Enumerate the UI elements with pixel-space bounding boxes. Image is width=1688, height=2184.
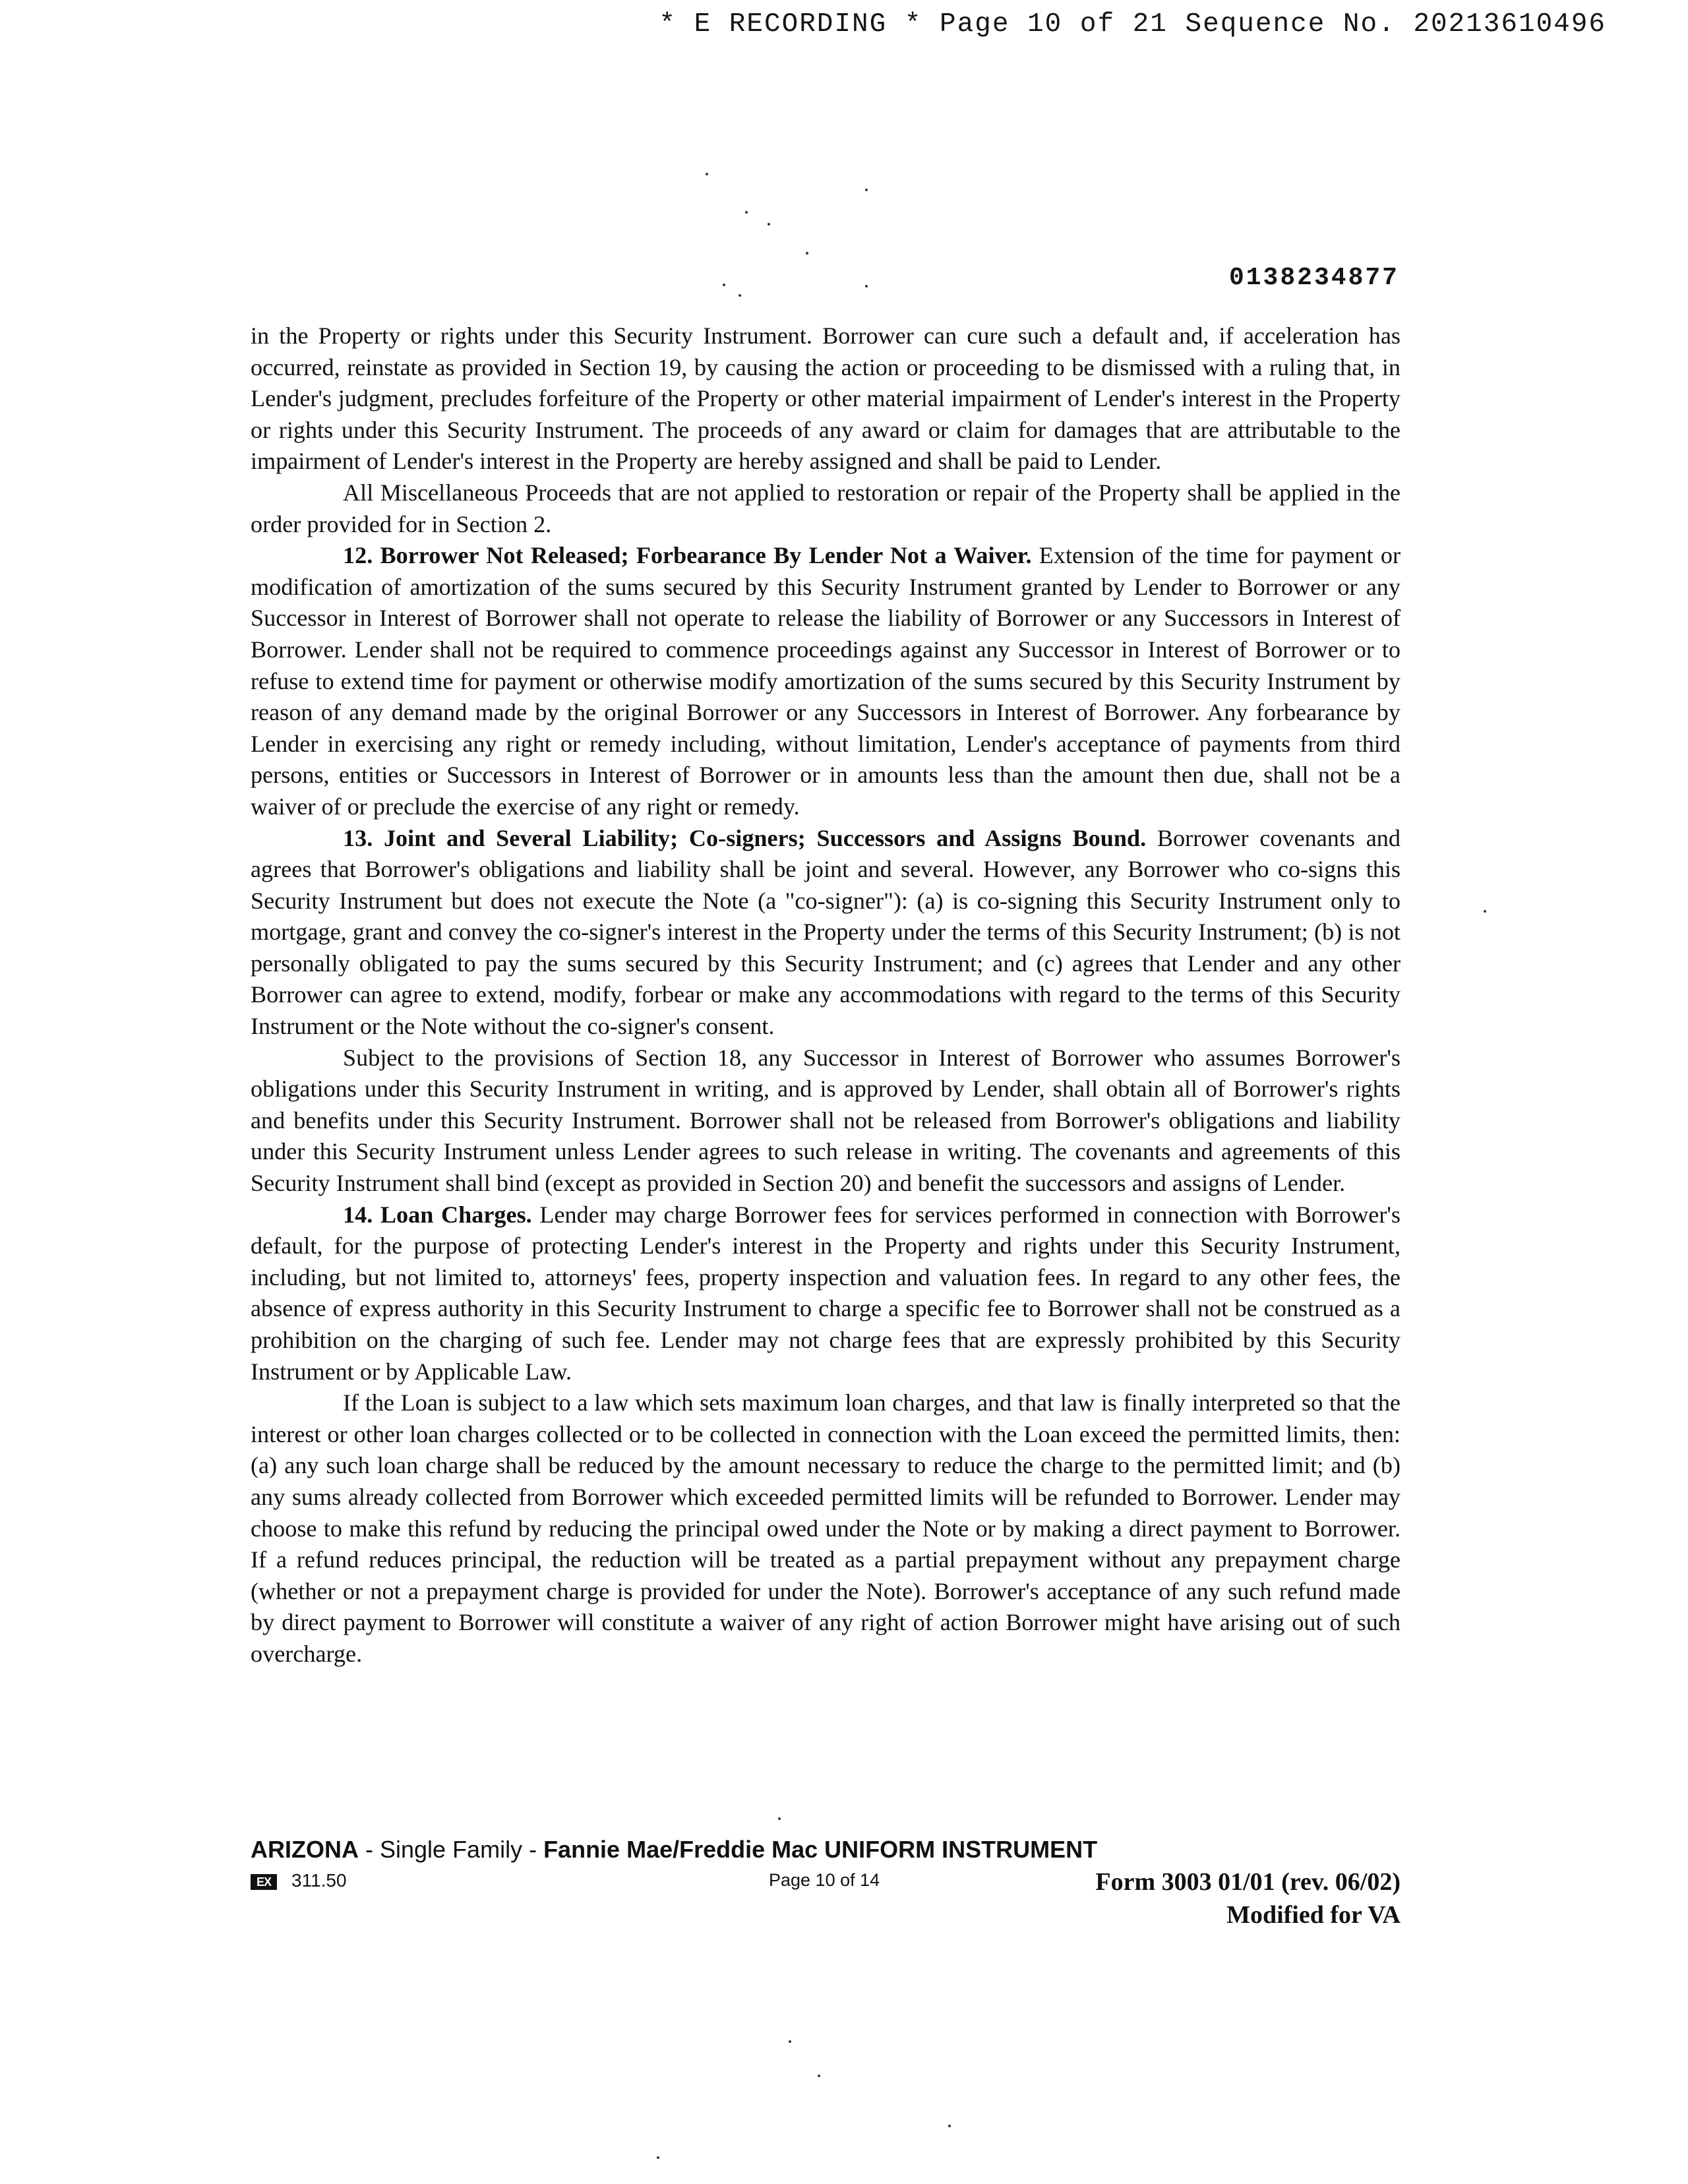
section-13-text: Borrower covenants and agrees that Borrower's obligations and liability shall be joint and several. However, any Borrower who co-signs this Security Instrument but does not execute the Note (a "co-signer"): (a) is co-signing this Security Instrument only to mortgage, grant and convey the co-signer's interest in the Property under the terms of this Security Instrument; (b) is not personally obligated to pay the sums secured by this Security Instrument; and (c) agrees that Lender and any other Borrower can agree to extend, modify, forbear or make any accommodations with regard to the terms of this Security Instrument or the Note without the co-signer's consent. — [251, 824, 1401, 1040]
scan-speck — [818, 2075, 820, 2077]
footer-state: ARIZONA — [251, 1836, 359, 1863]
page-number: Page 10 of 14 — [769, 1870, 880, 1890]
paragraph-maximum-loan-charges: If the Loan is subject to a law which sets maximum loan charges, and that law is finally interpreted so that the interest or other loan charges collected or to be collected in connection with the Loan exceed the permitted limits, then: (a) any such loan charge shall be reduced by the amount necessary to reduce the charge to the permitted limit; and (b) any sums already collected from Borrower which exceeded permitted limits will be refunded to Borrower. Lender may choose to make this refund by reducing the principal owed under the Note or by making a direct payment to Borrower. If a refund reduces principal, the reduction will be treated as a partial prepayment without any prepayment charge (whether or not a prepayment charge is provided for under the Note). Borrower's acceptance of any such refund made by direct payment to Borrower will constitute a waiver of any right of action Borrower might have arising out of such overcharge. — [251, 1389, 1401, 1667]
scan-speck — [745, 211, 748, 214]
scan-speck — [1484, 910, 1486, 913]
scan-speck — [865, 189, 868, 191]
section-13 — [251, 823, 1401, 1043]
recording-stamp: * E RECORDING * Page 10 of 21 Sequence No. 20213610496 — [659, 9, 1606, 40]
section-13-heading: 13. Joint and Several Liability; Co-signers; Successors and Assigns Bound. — [343, 824, 1147, 851]
paragraph-miscellaneous-proceeds: All Miscellaneous Proceeds that are not applied to restoration or repair of the Property shall be applied in the order provided for in Section 2. — [251, 479, 1401, 537]
form-code: 311.50 — [291, 1870, 347, 1891]
paragraph-successors: Subject to the provisions of Section 18, any Successor in Interest of Borrower who assumes Borrower's obligations under this Security Instrument in writing, and is approved by Lender, shall obtain all of Borrower's rights and benefits under this Security Instrument. Borrower shall not be released from Borrower's obligations and liability under this Security Instrument unless Lender agrees to such release in writing. The covenants and agreements of this Security Instrument shall bind (except as provided in Section 20) and benefit the successors and assigns of Lender. — [251, 1044, 1401, 1197]
document-body — [251, 320, 1401, 1670]
scan-speck — [865, 285, 868, 288]
scan-speck — [789, 2040, 791, 2043]
section-12-heading: 12. Borrower Not Released; Forbearance By Lender Not a Waiver. — [343, 542, 1032, 569]
footer-row — [251, 1867, 1401, 1899]
scan-speck — [768, 223, 770, 226]
ex-logo-icon: EX — [251, 1874, 277, 1890]
scan-speck — [806, 252, 808, 255]
form-id: Form 3003 01/01 (rev. 06/02) — [1095, 1868, 1401, 1896]
section-14-heading: 14. Loan Charges. — [343, 1201, 532, 1228]
paragraph-property-rights: in the Property or rights under this Security Instrument. Borrower can cure such a default and, if acceleration has occurred, reinstate as provided in Section 19, by causing the action or proceeding to be dismissed with a ruling that, in Lender's judgment, precludes forfeiture of the Property or other material impairment of Lender's interest in the Property or rights under this Security Instrument. The proceeds of any award or claim for damages that are attributable to the impairment of Lender's interest in the Property are hereby assigned and shall be paid to Lender. — [251, 322, 1401, 475]
page-footer — [251, 1836, 1401, 1929]
section-12 — [251, 540, 1401, 822]
section-12-text: Extension of the time for payment or modification of amortization of the sums secured by this Security Instrument granted by Lender to Borrower or any Successor in Interest of Borrower shall not operate to release the liability of Borrower or any Successors in Interest of Borrower. Lender shall not be required to commence proceedings against any Successor in Interest of Borrower or to refuse to extend time for payment or otherwise modify amortization of the sums secured by this Security Instrument by reason of any demand made by the original Borrower or any Successors in Interest of Borrower. Any forbearance by Lender in exercising any right or remedy including, without limitation, Lender's acceptance of payments from third persons, entities or Successors in Interest of Borrower or in amounts less than the amount then due, shall not be a waiver of or preclude the exercise of any right or remedy. — [251, 542, 1401, 820]
scan-speck — [723, 284, 725, 286]
scan-speck — [948, 2125, 951, 2127]
modified-note: Modified for VA — [1226, 1901, 1401, 1929]
footer-instrument: Fannie Mae/Freddie Mac UNIFORM INSTRUMENT — [543, 1836, 1098, 1863]
section-14-text: Lender may charge Borrower fees for services performed in connection with Borrower's default, for the purpose of protecting Lender's interest in the Property and rights under this Security Instrument, including, but not limited to, attorneys' fees, property inspection and valuation fees. In regard to any other fees, the absence of express authority in this Security Instrument to charge a specific fee to Borrower shall not be construed as a prohibition on the charging of such fee. Lender may not charge fees that are expressly prohibited by this Security Instrument or by Applicable Law. — [251, 1201, 1401, 1385]
loan-number: 0138234877 — [1228, 264, 1399, 292]
scan-speck — [706, 173, 708, 175]
footer-type: - Single Family - — [359, 1836, 544, 1863]
scan-speck — [657, 2156, 659, 2159]
section-14 — [251, 1199, 1401, 1388]
scan-speck — [778, 1817, 781, 1820]
instrument-title — [251, 1836, 1401, 1864]
scan-speck — [738, 294, 741, 297]
